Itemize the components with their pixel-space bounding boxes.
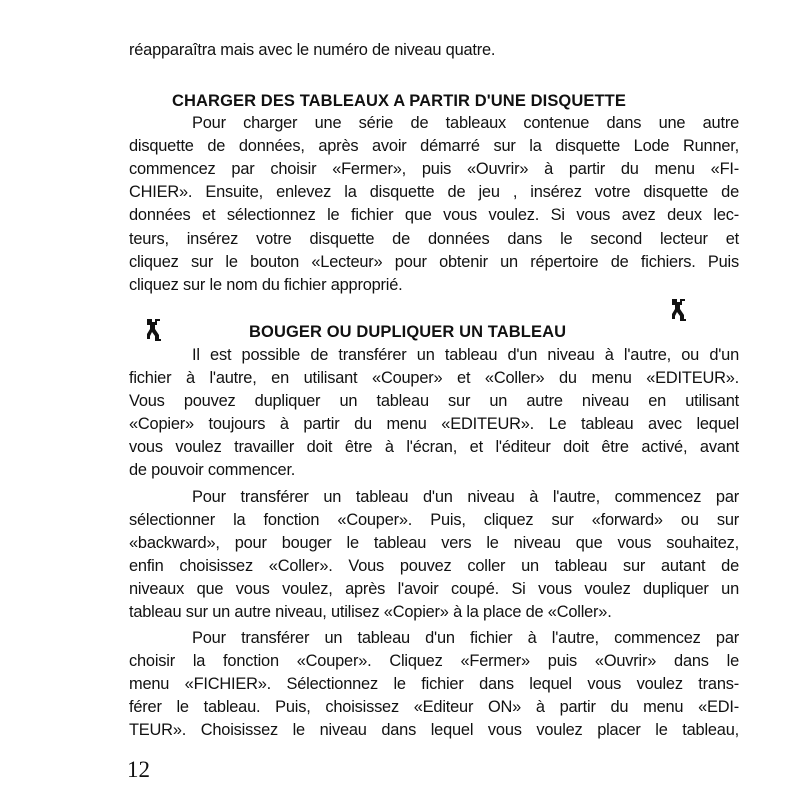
body-line: de pouvoir commencer. (129, 461, 296, 479)
body-line: disquette de données, après avoir démarré sur la disquette Lode Runner, (129, 137, 739, 155)
body-line: niveaux que vous voulez, après l'avoir coupé. Si vous voulez dupliquer un (129, 580, 739, 598)
body-line: sélectionner la fonction «Couper». Puis, cliquez sur «forward» ou sur (129, 511, 739, 529)
body-line: «Copier» toujours à partir du menu «EDITEUR». Le tableau avec lequel (129, 415, 739, 433)
body-line: cliquez sur le bouton «Lecteur» pour obtenir un répertoire de fichiers. Puis (129, 253, 739, 271)
body-line: vous voulez travailler doit être à l'écran, et l'éditeur doit être activé, avant (129, 438, 739, 456)
body-line: fichier à l'autre, en utilisant «Couper» et «Coller» du menu «EDITEUR». (129, 369, 739, 387)
lode-runner-figure-icon (144, 318, 164, 342)
section-heading-load: CHARGER DES TABLEAUX A PARTIR D'UNE DISQUETTE (172, 92, 626, 110)
body-line: cliquez sur le nom du fichier approprié. (129, 276, 403, 294)
intro-line: réapparaîtra mais avec le numéro de niveau quatre. (129, 41, 496, 59)
body-line: choisir la fonction «Couper». Cliquez «Fermer» puis «Ouvrir» dans le (129, 652, 739, 670)
lode-runner-figure-icon (668, 298, 688, 322)
body-line: «backward», pour bouger le tableau vers le niveau que vous souhaitez, (129, 534, 739, 552)
body-line: Pour transférer un tableau d'un niveau à l'autre, commencez par (192, 488, 739, 506)
body-line: Pour transférer un tableau d'un fichier à l'autre, commencez par (192, 629, 739, 647)
body-line: tableau sur un autre niveau, utilisez «Copier» à la place de «Coller». (129, 603, 612, 621)
body-line: Pour charger une série de tableaux contenue dans une autre (192, 114, 739, 132)
body-line: férer le tableau. Puis, choisissez «Editeur ON» à partir du menu «EDI- (129, 698, 739, 716)
body-line: TEUR». Choisissez le niveau dans lequel vous voulez placer le tableau, (129, 721, 739, 739)
body-line: commencez par choisir «Fermer», puis «Ouvrir» à partir du menu «FI- (129, 160, 739, 178)
body-line: Vous pouvez dupliquer un tableau sur un autre niveau en utilisant (129, 392, 739, 410)
body-line: Il est possible de transférer un tableau d'un niveau à l'autre, ou d'un (192, 346, 739, 364)
body-line: CHIER». Ensuite, enlevez la disquette de jeu , insérez votre disquette de (129, 183, 739, 201)
body-line: menu «FICHIER». Sélectionnez le fichier dans lequel vous voulez trans- (129, 675, 739, 693)
page-number: 12 (127, 757, 150, 782)
body-line: données et sélectionnez le fichier que vous voulez. Si vous avez deux lec- (129, 206, 739, 224)
section-heading-move: BOUGER OU DUPLIQUER UN TABLEAU (249, 323, 567, 341)
body-line: enfin choisissez «Coller». Vous pouvez coller un tableau sur autant de (129, 557, 739, 575)
body-line: teurs, insérez votre disquette de données dans le second lecteur et (129, 230, 739, 248)
